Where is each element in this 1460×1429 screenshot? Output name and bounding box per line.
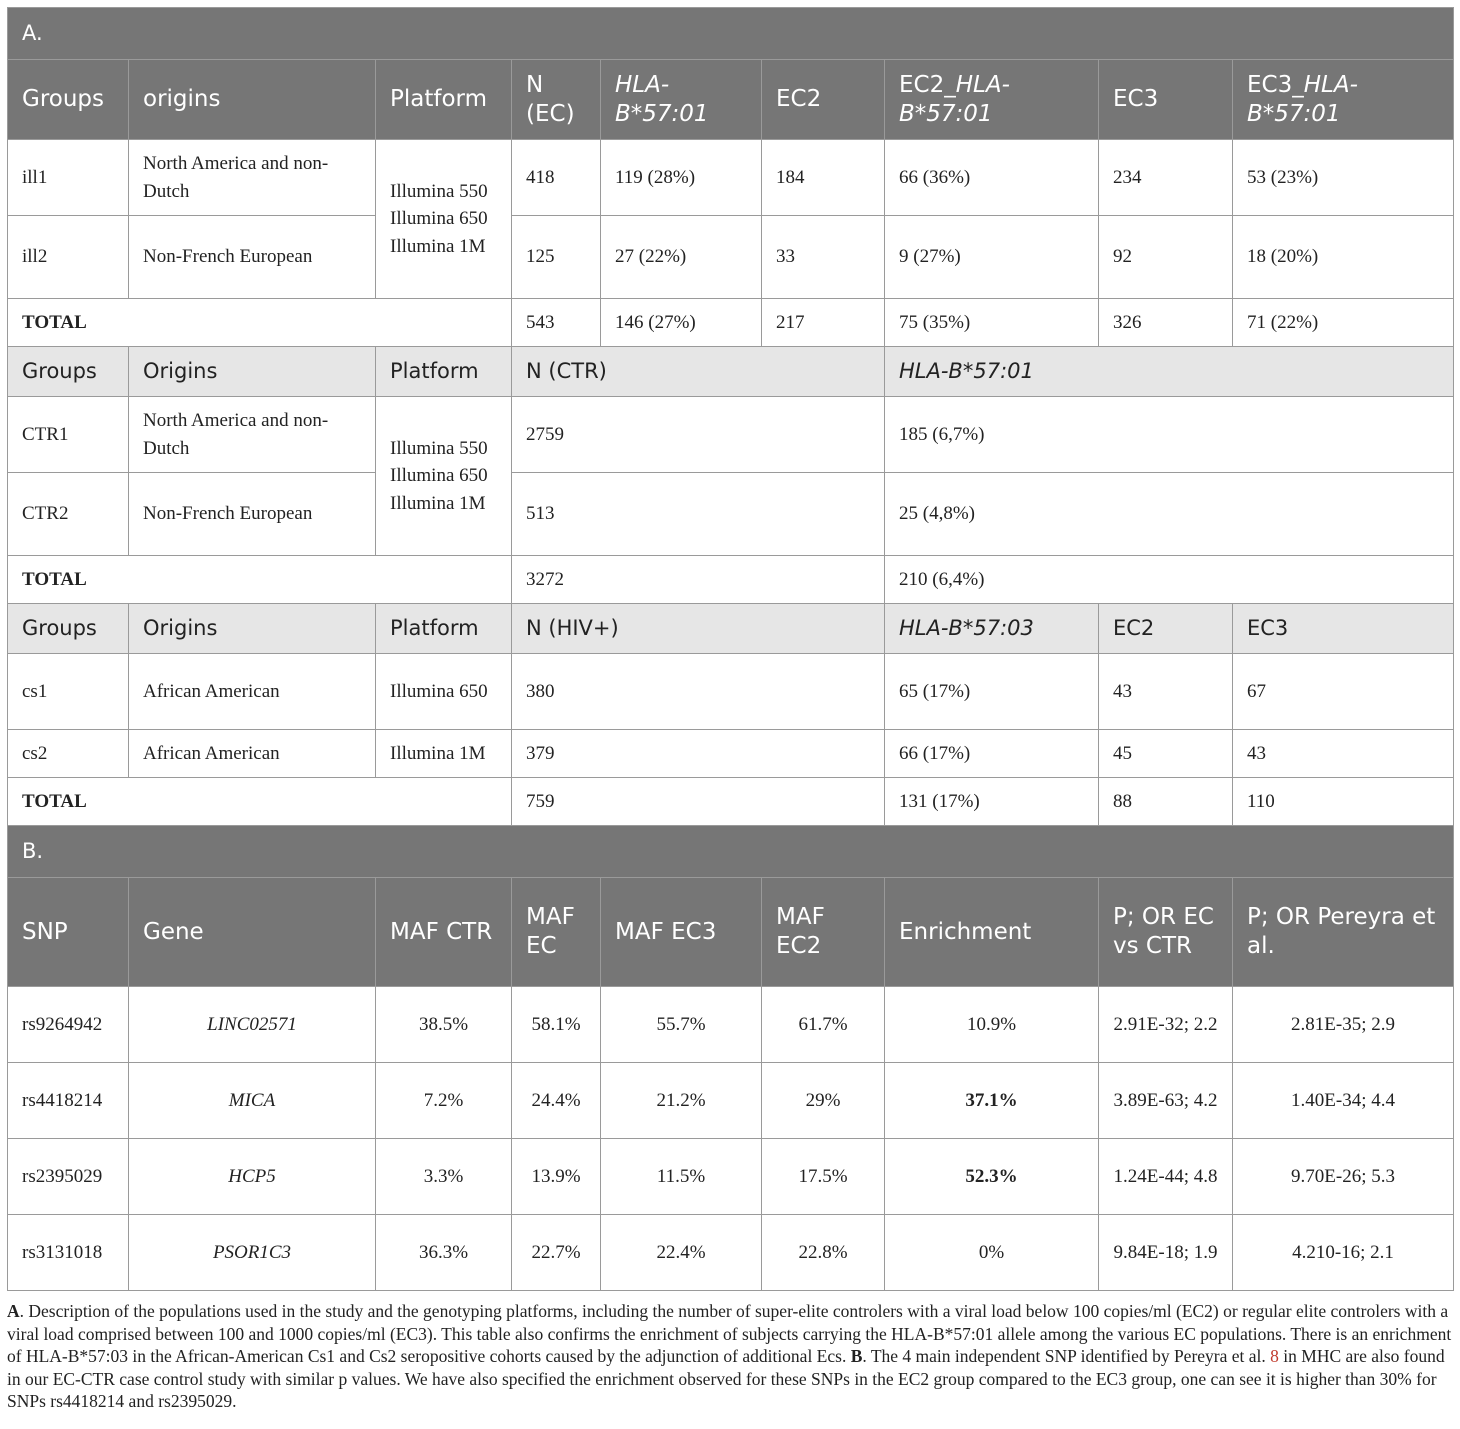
table-row (8, 730, 1454, 778)
gene-cell: PSOR1C3 (129, 1215, 376, 1291)
ec3-cell: 43 (1233, 730, 1454, 778)
maf-ec3-cell: 22.4% (601, 1215, 762, 1291)
ec3-hla-cell: 18 (20%) (1233, 216, 1454, 299)
platform-line: Illumina 650 (390, 465, 488, 487)
ec2-hla-cell: 66 (36%) (885, 140, 1099, 216)
header-hla-b5703: HLA-B*57:03 (885, 604, 1099, 654)
header-origins: Origins (129, 347, 376, 397)
maf-ctr-cell: 3.3% (376, 1139, 512, 1215)
hla-cell: 66 (17%) (885, 730, 1099, 778)
group-cell: cs1 (8, 654, 129, 730)
ec3-cell: 92 (1099, 216, 1233, 299)
hla-cell: 146 (27%) (601, 299, 762, 347)
header-ec2: EC2 (1099, 604, 1233, 654)
header-p-or-pereyra: P; OR Pereyra et al. (1233, 878, 1454, 987)
p-or-cell: 3.89E-63; 4.2 (1099, 1063, 1233, 1139)
origin-cell: North America and non-Dutch (129, 140, 376, 216)
table-row (8, 1063, 1454, 1139)
ec3-hla-cell: 53 (23%) (1233, 140, 1454, 216)
group-cell: ill2 (8, 216, 129, 299)
enrichment-cell: 10.9% (885, 987, 1099, 1063)
hla-cell: 119 (28%) (601, 140, 762, 216)
total-row (8, 299, 1454, 347)
ec2-cell: 217 (762, 299, 885, 347)
snp-header-row (8, 878, 1454, 987)
maf-ec3-cell: 21.2% (601, 1063, 762, 1139)
enrichment-cell: 37.1% (885, 1063, 1099, 1139)
total-label: TOTAL (8, 299, 512, 347)
section-b-title-row (8, 826, 1454, 878)
total-row (8, 778, 1454, 826)
reference-link[interactable]: 8 (1270, 1346, 1279, 1366)
header-n-ec: N (EC) (512, 60, 601, 140)
ec3-hla-cell: 71 (22%) (1233, 299, 1454, 347)
platform-cell (376, 140, 512, 299)
caption-b-label: B (850, 1346, 863, 1366)
table-row (8, 473, 1454, 556)
platform-cell: Illumina 1M (376, 730, 512, 778)
ec2-hla-cell: 9 (27%) (885, 216, 1099, 299)
header-ec3-hla-allele: HLA-B*57:01 (1247, 71, 1358, 127)
maf-ctr-cell: 36.3% (376, 1215, 512, 1291)
maf-ec3-cell: 11.5% (601, 1139, 762, 1215)
ec3-cell: 234 (1099, 140, 1233, 216)
platform-line: Illumina 550 (390, 437, 488, 459)
header-ec3: EC3 (1099, 60, 1233, 140)
maf-ec2-cell: 29% (762, 1063, 885, 1139)
ctr-header-row (8, 347, 1454, 397)
total-row (8, 556, 1454, 604)
maf-ec2-cell: 22.8% (762, 1215, 885, 1291)
header-maf-ctr: MAF CTR (376, 878, 512, 987)
header-ec2: EC2 (762, 60, 885, 140)
maf-ec3-cell: 55.7% (601, 987, 762, 1063)
header-hla-b5701: HLA-B*57:01 (885, 347, 1454, 397)
header-groups: Groups (8, 347, 129, 397)
hla-cell: 131 (17%) (885, 778, 1099, 826)
table-row (8, 987, 1454, 1063)
header-ec3-hla (1233, 60, 1454, 140)
group-cell: ill1 (8, 140, 129, 216)
origin-cell: African American (129, 654, 376, 730)
header-platform: Platform (376, 347, 512, 397)
header-ec2-hla (885, 60, 1099, 140)
platform-cell: Illumina 650 (376, 654, 512, 730)
p-or-cell: 2.91E-32; 2.2 (1099, 987, 1233, 1063)
caption-a-label: A (7, 1301, 20, 1321)
header-hla-b5701: HLA-B*57:01 (601, 60, 762, 140)
n-cell: 380 (512, 654, 885, 730)
gene-cell: HCP5 (129, 1139, 376, 1215)
group-cell: cs2 (8, 730, 129, 778)
hla-cell: 185 (6,7%) (885, 397, 1454, 473)
n-cell: 379 (512, 730, 885, 778)
header-n-ctr: N (CTR) (512, 347, 885, 397)
hla-cell: 65 (17%) (885, 654, 1099, 730)
p-or-pereyra-cell: 4.210-16; 2.1 (1233, 1215, 1454, 1291)
header-groups: Groups (8, 604, 129, 654)
hiv-header-row (8, 604, 1454, 654)
maf-ec-cell: 58.1% (512, 987, 601, 1063)
table-row (8, 1139, 1454, 1215)
table-row (8, 397, 1454, 473)
group-cell: CTR2 (8, 473, 129, 556)
ec2-cell: 45 (1099, 730, 1233, 778)
header-maf-ec3: MAF EC3 (601, 878, 762, 987)
ec3-cell: 110 (1233, 778, 1454, 826)
gene-cell: MICA (129, 1063, 376, 1139)
ec3-cell: 67 (1233, 654, 1454, 730)
caption-b-text-1: . The 4 main independent SNP identified by Pereyra et al. (862, 1346, 1271, 1366)
maf-ctr-cell: 7.2% (376, 1063, 512, 1139)
hla-cell: 25 (4,8%) (885, 473, 1454, 556)
maf-ec-cell: 22.7% (512, 1215, 601, 1291)
table-row (8, 1215, 1454, 1291)
table-wrapper (7, 7, 1453, 1291)
header-origins: Origins (129, 604, 376, 654)
p-or-pereyra-cell: 2.81E-35; 2.9 (1233, 987, 1454, 1063)
n-cell: 3272 (512, 556, 885, 604)
table-row (8, 654, 1454, 730)
ec2-cell: 33 (762, 216, 885, 299)
gene-cell: LINC02571 (129, 987, 376, 1063)
header-gene: Gene (129, 878, 376, 987)
section-a-title-row (8, 8, 1454, 60)
header-ec3-prefix: EC3_ (1247, 71, 1304, 98)
section-a-label: A. (8, 8, 1454, 60)
platform-line: Illumina 550 (390, 180, 488, 202)
header-n-hiv: N (HIV+) (512, 604, 885, 654)
header-snp: SNP (8, 878, 129, 987)
ec2-cell: 43 (1099, 654, 1233, 730)
n-cell: 2759 (512, 397, 885, 473)
platform-cell (376, 397, 512, 556)
p-or-cell: 1.24E-44; 4.8 (1099, 1139, 1233, 1215)
ec2-hla-cell: 75 (35%) (885, 299, 1099, 347)
header-ec2-prefix: EC2_ (899, 71, 956, 98)
group-cell: CTR1 (8, 397, 129, 473)
caption-b-text-2: in MHC are also found in our EC-CTR case control study with similar p values. We have also specified the enrichment observed for these SNPs in the EC2 group compared to the EC3 group, one can see it is higher than 30% for SNPs rs4418214 and rs2395029. (7, 1346, 1445, 1411)
total-label: TOTAL (8, 778, 512, 826)
platform-line: Illumina 650 (390, 208, 488, 230)
enrichment-cell: 0% (885, 1215, 1099, 1291)
header-origins: origins (129, 60, 376, 140)
header-platform: Platform (376, 60, 512, 140)
origin-cell: Non-French European (129, 216, 376, 299)
origin-cell: North America and non-Dutch (129, 397, 376, 473)
header-maf-ec2: MAF EC2 (762, 878, 885, 987)
n-cell: 543 (512, 299, 601, 347)
n-cell: 125 (512, 216, 601, 299)
ec2-cell: 88 (1099, 778, 1233, 826)
header-ec3: EC3 (1233, 604, 1454, 654)
snp-cell: rs3131018 (8, 1215, 129, 1291)
ec2-cell: 184 (762, 140, 885, 216)
p-or-pereyra-cell: 9.70E-26; 5.3 (1233, 1139, 1454, 1215)
hla-cell: 27 (22%) (601, 216, 762, 299)
table-row (8, 140, 1454, 216)
n-cell: 513 (512, 473, 885, 556)
p-or-cell: 9.84E-18; 1.9 (1099, 1215, 1233, 1291)
maf-ctr-cell: 38.5% (376, 987, 512, 1063)
header-enrichment: Enrichment (885, 878, 1099, 987)
section-b-label: B. (8, 826, 1454, 878)
snp-cell: rs2395029 (8, 1139, 129, 1215)
snp-cell: rs9264942 (8, 987, 129, 1063)
header-maf-ec: MAF EC (512, 878, 601, 987)
total-label: TOTAL (8, 556, 512, 604)
ec3-cell: 326 (1099, 299, 1233, 347)
n-cell: 418 (512, 140, 601, 216)
enrichment-cell: 52.3% (885, 1139, 1099, 1215)
header-groups: Groups (8, 60, 129, 140)
origin-cell: Non-French European (129, 473, 376, 556)
header-ec2-hla-allele: HLA-B*57:01 (899, 71, 1010, 127)
origin-cell: African American (129, 730, 376, 778)
platform-line: Illumina 1M (390, 492, 486, 514)
header-platform: Platform (376, 604, 512, 654)
hla-cell: 210 (6,4%) (885, 556, 1454, 604)
header-p-or-ec-vs-ctr: P; OR EC vs CTR (1099, 878, 1233, 987)
table-caption (7, 1300, 1453, 1413)
maf-ec2-cell: 17.5% (762, 1139, 885, 1215)
snp-cell: rs4418214 (8, 1063, 129, 1139)
n-cell: 759 (512, 778, 885, 826)
table-row (8, 216, 1454, 299)
maf-ec-cell: 13.9% (512, 1139, 601, 1215)
p-or-pereyra-cell: 1.40E-34; 4.4 (1233, 1063, 1454, 1139)
ec-header-row (8, 60, 1454, 140)
caption-a-text: . Description of the populations used in the study and the genotyping platforms, including the number of super-elite controlers with a viral load below 100 copies/ml (EC2) or regular elite controlers with a viral load comprised between 100 and 1000 copies/ml (EC3). This table also confirms the enrichment of subjects carrying the HLA-B*57:01 allele among the various EC populations. There is an enrichment of HLA-B*57:03 in the African-American Cs1 and Cs2 seropositive cohorts caused by the adjunction of additional Ecs. (7, 1301, 1452, 1366)
platform-line: Illumina 1M (390, 235, 486, 257)
maf-ec-cell: 24.4% (512, 1063, 601, 1139)
maf-ec2-cell: 61.7% (762, 987, 885, 1063)
populations-snp-table (7, 7, 1454, 1291)
